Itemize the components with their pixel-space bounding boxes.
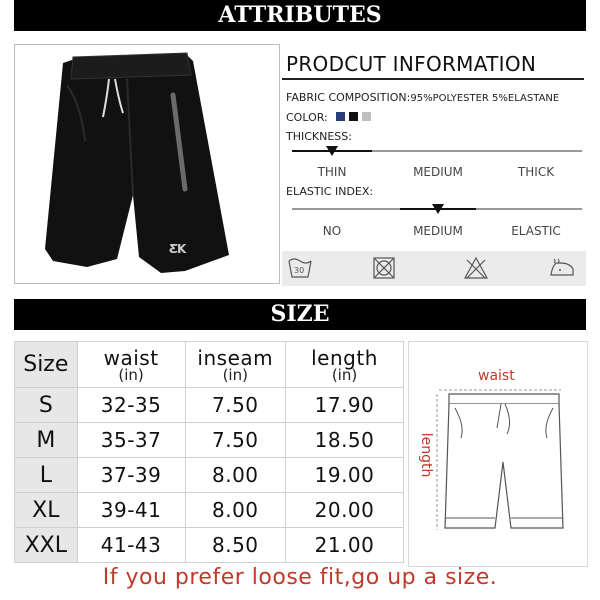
waist-cell: 35-37 xyxy=(77,423,185,458)
product-photo xyxy=(14,44,280,284)
fabric-label: FABRIC COMPOSITION: xyxy=(286,91,411,104)
fabric-value: 95%POLYESTER 5%ELASTANE xyxy=(410,93,560,104)
inseam-cell: 8.00 xyxy=(185,493,285,528)
title-underline xyxy=(282,78,584,80)
brand-logo-k: K xyxy=(177,242,187,256)
elastic-medium: MEDIUM xyxy=(413,224,463,238)
table-header-row xyxy=(15,342,404,388)
length-cell: 19.00 xyxy=(286,458,404,493)
length-header xyxy=(286,342,404,388)
diagram-waistband xyxy=(449,394,559,404)
length-cell: 21.00 xyxy=(286,528,404,563)
size-cell: XL xyxy=(15,493,78,528)
elastic-label: ELASTIC INDEX: xyxy=(286,185,374,198)
length-cell: 17.90 xyxy=(286,388,404,423)
size-header: Size xyxy=(15,342,78,388)
waist-cell: 39-41 xyxy=(77,493,185,528)
inseam-header-label: inseam xyxy=(197,345,274,370)
waist-header-unit: (in) xyxy=(118,365,144,384)
length-cell: 20.00 xyxy=(286,493,404,528)
thickness-marker-icon xyxy=(326,146,338,156)
length-cell: 18.50 xyxy=(286,423,404,458)
elastic-no: NO xyxy=(322,224,342,238)
length-label: length xyxy=(418,432,434,478)
color-swatch-navy xyxy=(336,112,345,121)
thickness-scale xyxy=(372,150,582,152)
table-row xyxy=(15,458,404,493)
elastic-marker-icon xyxy=(432,204,444,214)
inseam-cell: 7.50 xyxy=(185,388,285,423)
wash-temp: 30 xyxy=(294,266,305,275)
thickness-medium: MEDIUM xyxy=(413,165,463,179)
thickness-thin: THIN xyxy=(317,165,347,179)
no-bleach-icon xyxy=(462,255,490,281)
waist-header-label: waist xyxy=(103,345,159,370)
waist-label: waist xyxy=(478,368,515,384)
thickness-thick: THICK xyxy=(517,165,555,179)
thickness-label: THICKNESS: xyxy=(286,130,352,143)
inseam-cell: 8.00 xyxy=(185,458,285,493)
shorts-photo-graphic xyxy=(15,45,279,283)
no-tumble-dry-icon xyxy=(370,255,398,281)
size-cell: XXL xyxy=(15,528,78,563)
elastic-scale-end xyxy=(476,208,582,210)
waist-cell: 37-39 xyxy=(77,458,185,493)
inseam-header-unit: (in) xyxy=(222,365,248,384)
shorts-body xyxy=(45,55,229,273)
wash-30-icon xyxy=(286,255,314,281)
care-instructions xyxy=(282,251,586,286)
waistband xyxy=(71,53,191,79)
size-banner: SIZE xyxy=(14,299,586,330)
iron-icon xyxy=(548,255,576,281)
waist-cell: 32-35 xyxy=(77,388,185,423)
color-swatch-black xyxy=(349,112,358,121)
length-header-label: length xyxy=(311,345,378,370)
size-cell: M xyxy=(15,423,78,458)
inseam-cell: 7.50 xyxy=(185,423,285,458)
fabric-composition xyxy=(286,91,559,104)
table-row xyxy=(15,493,404,528)
table-row xyxy=(15,423,404,458)
size-chart-table xyxy=(14,341,404,563)
elastic-scale xyxy=(292,208,400,210)
waist-cell: 41-43 xyxy=(77,528,185,563)
inseam-header xyxy=(185,342,285,388)
size-cell: S xyxy=(15,388,78,423)
length-header-unit: (in) xyxy=(331,365,358,384)
color-swatch-gray xyxy=(362,112,371,121)
product-info-title: PRODCUT INFORMATION xyxy=(286,52,537,76)
color-label: COLOR: xyxy=(286,111,328,124)
brand-logo: Ƹ xyxy=(169,242,179,256)
table-row xyxy=(15,528,404,563)
attributes-banner: ATTRIBUTES xyxy=(14,0,586,31)
table-row xyxy=(15,388,404,423)
fit-note: If you prefer loose fit,go up a size. xyxy=(102,565,498,590)
size-cell: L xyxy=(15,458,78,493)
inseam-cell: 8.50 xyxy=(185,528,285,563)
elastic-elastic: ELASTIC xyxy=(511,224,561,238)
diagram-shorts xyxy=(445,404,563,528)
waist-header xyxy=(77,342,185,388)
